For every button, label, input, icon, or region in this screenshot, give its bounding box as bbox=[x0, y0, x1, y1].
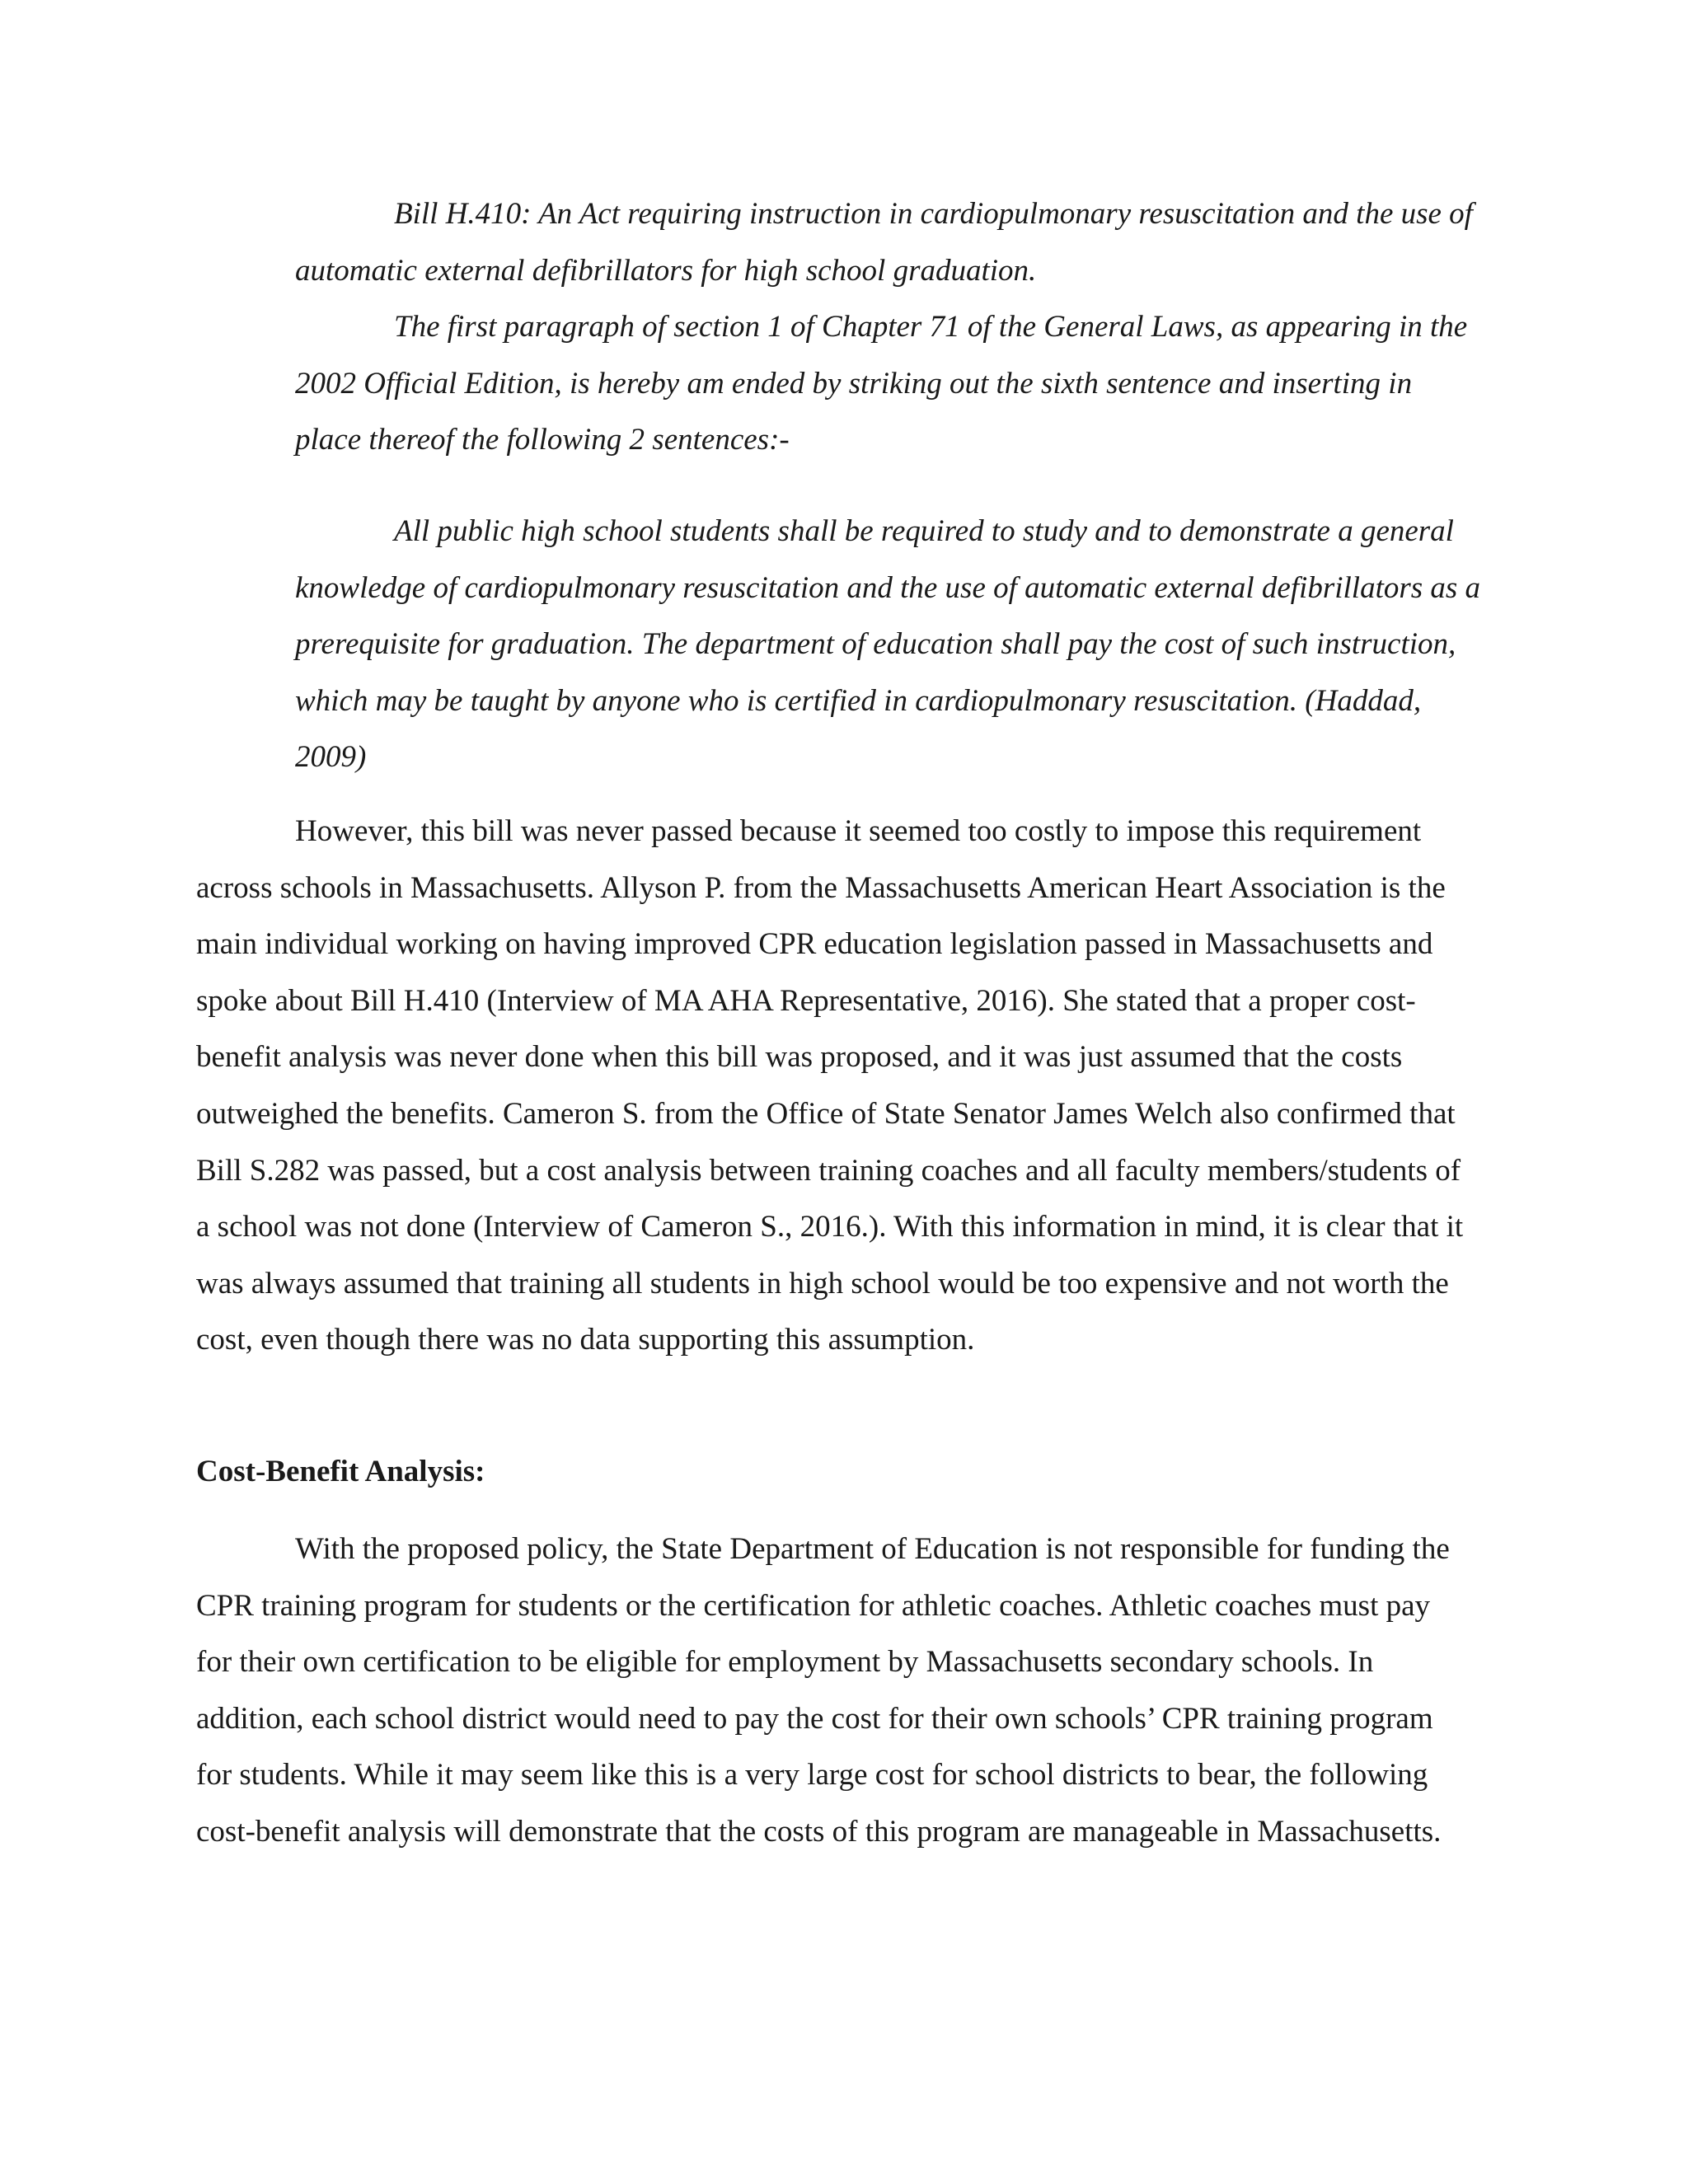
requirement-quote-block bbox=[295, 504, 1482, 786]
body-section-2 bbox=[196, 1521, 1465, 1861]
bill-quote-block bbox=[295, 186, 1482, 469]
body-paragraph-2: With the proposed policy, the State Department of Education is not responsible for funding the CPR training program for students or the certification for athletic coaches. Athletic coaches must pay for their own certification to be eligible for employment by Massachusetts secondary schools. In addition, each school district would need to pay the cost for their own schools’ CPR training program for students. While it may seem like this is a very large cost for school districts to bear, the following cost-benefit analysis will demonstrate that the costs of this program are manageable in Massachusetts. bbox=[196, 1532, 1450, 1849]
section-heading: Cost-Benefit Analysis: bbox=[196, 1455, 485, 1488]
body-section-1 bbox=[196, 804, 1465, 1369]
body-paragraph-1: However, this bill was never passed because it seemed too costly to impose this requirement across schools in Massachusetts. Allyson P. from the Massachusetts American Heart Association is the main individual working on having improved CPR education legislation passed in Massachusetts and spoke about Bill H.410 (Interview of MA AHA Representative, 2016). She stated that a proper cost-benefit analysis was never done when this bill was proposed, and it was just assumed that the costs outweighed the benefits. Cameron S. from the Office of State Senator James Welch also confirmed that Bill S.282 was passed, but a cost analysis between training coaches and all faculty members/students of a school was not done (Interview of Cameron S., 2016.). With this information in mind, it is clear that it was always assumed that training all students in high school would be too expensive and not worth the cost, even though there was no data supporting this assumption. bbox=[196, 814, 1464, 1357]
bill-title-paragraph: Bill H.410: An Act requiring instruction in cardiopulmonary resuscitation and the use of automatic external defibrillators for high school graduation. bbox=[295, 197, 1473, 288]
bill-amendment-paragraph: The first paragraph of section 1 of Chapter 71 of the General Laws, as appearing in the 2002 Official Edition, is hereby am ended by striking out the sixth sentence and inserting in place thereof the following 2 sentences:- bbox=[295, 310, 1468, 457]
requirement-quote-paragraph: All public high school students shall be required to study and to demonstrate a general knowledge of cardiopulmonary resuscitation and the use of automatic external defibrillators as a prerequisite for graduation. The department of education shall pay the cost of such instruction, which may be taught by anyone who is certified in cardiopulmonary resuscitation. (Haddad, 2009) bbox=[295, 514, 1481, 775]
